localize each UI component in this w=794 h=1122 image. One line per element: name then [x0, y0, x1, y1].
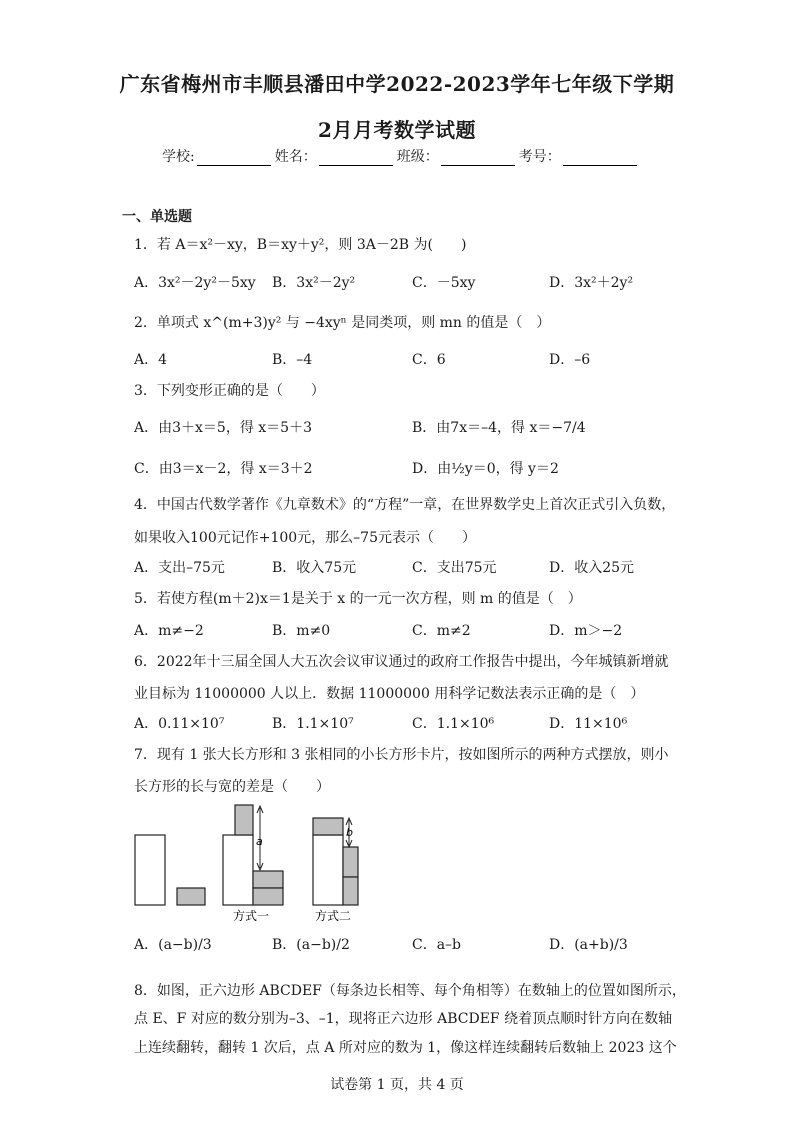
- q2-option-d[interactable]: D．–6: [549, 352, 591, 368]
- q4-option-b[interactable]: B．收入75元: [272, 560, 357, 576]
- large-rectangle: [135, 835, 165, 905]
- q6-option-d[interactable]: D．11×10⁶: [549, 716, 628, 732]
- section-title: 一、单选题: [122, 209, 192, 225]
- exam-no-label: 考号：: [518, 149, 561, 165]
- name-field: [275, 146, 393, 166]
- q2-option-b[interactable]: B．–4: [272, 352, 313, 368]
- question-3: 3．下列变形正确的是（ ）: [134, 383, 325, 399]
- q7-option-b[interactable]: B．(a−b)/2: [272, 937, 350, 953]
- q3-option-a[interactable]: A．由3＋x＝5，得 x＝5＋3: [134, 420, 312, 436]
- label-b: b: [346, 826, 353, 839]
- exam-no-blank[interactable]: [563, 151, 637, 166]
- q6-option-a[interactable]: A．0.11×10⁷: [134, 716, 225, 732]
- q3-option-d[interactable]: D．由½y＝0，得 y＝2: [412, 461, 559, 477]
- q3-option-c[interactable]: C．由3＝x－2，得 x＝3＋2: [134, 461, 313, 477]
- school-field: [162, 146, 271, 166]
- q1-option-b[interactable]: B．3x²－2y²: [272, 275, 356, 291]
- caption-method-1: 方式一: [233, 909, 270, 923]
- page-footer: 试卷第 1 页，共 4 页: [330, 1077, 464, 1093]
- label-a: a: [256, 835, 263, 848]
- question-4-line-2: 如果收入100元记作+100元，那么–75元表示（ ）: [134, 530, 476, 546]
- small-rectangle: [177, 888, 205, 905]
- q4-option-d[interactable]: D．收入25元: [549, 560, 635, 576]
- exam-no-field: [519, 146, 637, 166]
- question-4-line-1: 4．中国古代数学著作《九章数术》的“方程”一章，在世界数学史上首次正式引入负数，: [134, 497, 676, 513]
- question-8-line-2: 点 E、F 对应的数分别为–3、–1，现将正六边形 ABCDEF 绕着顶点顺时针方向在数轴: [134, 1011, 673, 1027]
- question-1: 1．若 A＝x²－xy，B＝xy＋y²，则 3A－2B 为( ): [134, 237, 467, 253]
- title-line-2: 2月月考数学试题: [318, 118, 476, 142]
- q2-option-a[interactable]: A．4: [134, 352, 168, 368]
- q5-option-d[interactable]: D．m＞−2: [549, 623, 623, 639]
- question-7-line-1: 7．现有 1 张大长方形和 3 张相同的小长方形卡片，按如图所示的两种方式摆放，则小: [134, 747, 669, 763]
- question-2: 2．单项式 x^(m+3)y² 与 −4xyⁿ 是同类项，则 mn 的值是（ ）: [134, 315, 551, 331]
- title-line-1: 广东省梅州市丰顺县潘田中学2022-2023学年七年级下学期: [119, 72, 675, 96]
- q4-option-c[interactable]: C．支出75元: [412, 560, 497, 576]
- student-info-row: [162, 146, 641, 166]
- q1-option-c[interactable]: C．－5xy: [412, 275, 476, 291]
- q2-option-c[interactable]: C．6: [412, 352, 446, 368]
- method2-right-small-2: [343, 877, 358, 905]
- class-blank[interactable]: [441, 151, 515, 166]
- q5-option-b[interactable]: B．m≠0: [272, 623, 331, 639]
- method2-large-rect: [313, 835, 343, 905]
- q7-option-c[interactable]: C．a–b: [412, 937, 462, 953]
- q7-option-a[interactable]: A．(a−b)/3: [134, 937, 212, 953]
- q5-option-a[interactable]: A．m≠−2: [134, 623, 204, 639]
- rectangles-figure: [130, 800, 390, 925]
- question-6-line-1: 6．2022年十三届全国人大五次会议审议通过的政府工作报告中提出，今年城镇新增就: [134, 654, 669, 670]
- question-6-line-2: 业目标为 11000000 人以上．数据 11000000 用科学记数法表示正确的是（ ）: [134, 686, 645, 702]
- method2-right-small-1: [343, 847, 358, 877]
- name-blank[interactable]: [319, 151, 393, 166]
- q5-option-c[interactable]: C．m≠2: [412, 623, 471, 639]
- q3-option-b[interactable]: B．由7x＝–4，得 x＝−7/4: [412, 420, 586, 436]
- question-5: 5．若使方程(m＋2)x＝1是关于 x 的一元一次方程，则 m 的值是（ ）: [134, 591, 582, 607]
- method1-top-small: [235, 805, 253, 835]
- q1-option-d[interactable]: D．3x²＋2y²: [549, 275, 634, 291]
- question-8-line-3: 上连续翻转，翻转 1 次后，点 A 所对应的数为 1，像这样连续翻转后数轴上 2023 这个: [134, 1040, 677, 1056]
- name-label: 姓名：: [274, 149, 317, 165]
- school-blank[interactable]: [197, 151, 271, 166]
- class-label: 班级：: [396, 149, 439, 165]
- q1-option-a[interactable]: A．3x²－2y²－5xy: [134, 275, 256, 291]
- question-7-line-2: 长方形的长与宽的差是（ ）: [134, 779, 330, 795]
- q7-option-d[interactable]: D．(a+b)/3: [549, 937, 628, 953]
- question-8-line-1: 8．如图，正六边形 ABCDEF（每条边长相等、每个角相等）在数轴上的位置如图所示，: [134, 983, 686, 999]
- q4-option-a[interactable]: A．支出–75元: [134, 560, 225, 576]
- school-label: 学校:: [162, 149, 195, 165]
- caption-method-2: 方式二: [315, 909, 352, 923]
- method1-bottom-small-2: [253, 888, 283, 905]
- q6-option-b[interactable]: B．1.1×10⁷: [272, 716, 354, 732]
- q6-option-c[interactable]: C．1.1×10⁶: [412, 716, 495, 732]
- method1-large-rect: [223, 835, 253, 905]
- class-field: [397, 146, 515, 166]
- method2-top-small: [313, 818, 343, 835]
- method1-bottom-small-1: [253, 871, 283, 888]
